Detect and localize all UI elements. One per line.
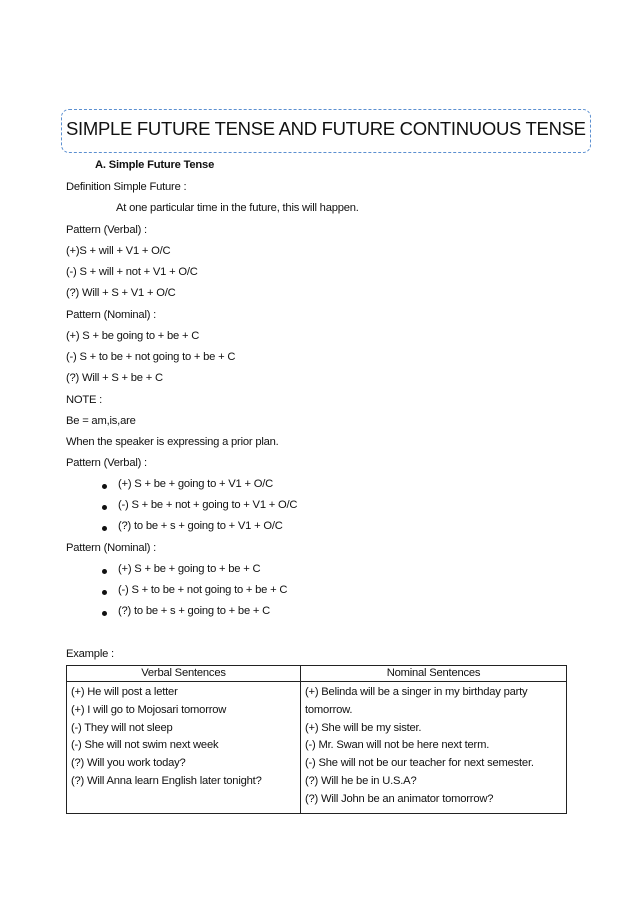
pattern-nominal-heading: Pattern (Nominal) : xyxy=(66,309,157,321)
nominal-sentence: (?) Will he be in U.S.A? xyxy=(305,774,417,787)
nominal-sentence: (-) Mr. Swan will not be here next term. xyxy=(305,739,490,752)
pattern-line: (-) S + to be + not going to + be + C xyxy=(66,351,236,363)
pattern-verbal-heading: Pattern (Verbal) : xyxy=(66,224,147,236)
nominal-sentence: (+) She will be my sister. xyxy=(305,721,422,734)
list-item: (+) S + be + going to + V1 + O/C xyxy=(118,478,273,490)
note-text: When the speaker is expressing a prior plan. xyxy=(66,436,279,448)
list-item: (-) S + to be + not going to + be + C xyxy=(118,584,288,596)
definition-text: At one particular time in the future, this will happen. xyxy=(116,202,359,214)
verbal-sentence: (?) Will you work today? xyxy=(71,757,186,770)
page-title: SIMPLE FUTURE TENSE AND FUTURE CONTINUOUS TENSE xyxy=(66,118,586,139)
verbal-sentence: (?) Will Anna learn English later tonight? xyxy=(71,774,262,787)
nominal-sentence: (-) She will not be our teacher for next semester. xyxy=(305,757,534,770)
note-text: Be = am,is,are xyxy=(66,415,136,427)
bullet-dot xyxy=(102,484,107,489)
section-heading: A. Simple Future Tense xyxy=(95,159,215,171)
bullet-dot xyxy=(102,611,107,616)
table-header-row xyxy=(67,666,567,682)
pattern-verbal-heading: Pattern (Verbal) : xyxy=(66,457,147,469)
bullet-dot xyxy=(102,590,107,595)
column-header-nominal: Nominal Sentences xyxy=(301,666,567,682)
nominal-sentence: (+) Belinda will be a singer in my birthday party xyxy=(305,686,528,698)
bullet-dot xyxy=(102,569,107,574)
verbal-sentence: (+) I will go to Mojosari tomorrow xyxy=(71,703,227,716)
pattern-line: (?) Will + S + V1 + O/C xyxy=(66,287,176,299)
list-item: (?) to be + s + going to + be + C xyxy=(118,605,270,617)
list-item: (-) S + be + not + going to + V1 + O/C xyxy=(118,499,298,511)
pattern-line: (+) S + be going to + be + C xyxy=(66,330,200,342)
example-label: Example : xyxy=(66,648,114,660)
column-header-verbal: Verbal Sentences xyxy=(67,666,301,682)
bullet-dot xyxy=(102,505,107,510)
list-item: (?) to be + s + going to + V1 + O/C xyxy=(118,520,283,532)
nominal-sentence: (?) Will John be an animator tomorrow? xyxy=(305,792,494,805)
nominal-sentence: tomorrow. xyxy=(305,703,353,716)
bullet-dot xyxy=(102,526,107,531)
example-table xyxy=(66,665,567,814)
definition-label: Definition Simple Future : xyxy=(66,181,187,193)
pattern-line: (-) S + will + not + V1 + O/C xyxy=(66,266,198,278)
pattern-nominal-heading: Pattern (Nominal) : xyxy=(66,542,157,554)
pattern-line: (?) Will + S + be + C xyxy=(66,372,163,384)
nominal-sentences-cell xyxy=(301,682,567,814)
list-item: (+) S + be + going to + be + C xyxy=(118,563,261,575)
verbal-sentences-cell xyxy=(67,682,301,814)
verbal-sentence: (-) She will not swim next week xyxy=(71,739,219,752)
note-heading: NOTE : xyxy=(66,394,103,406)
pattern-line: (+)S + will + V1 + O/C xyxy=(66,245,171,257)
verbal-sentence: (+) He will post a letter xyxy=(71,686,178,698)
verbal-sentence: (-) They will not sleep xyxy=(71,721,173,734)
table-row xyxy=(67,682,567,814)
